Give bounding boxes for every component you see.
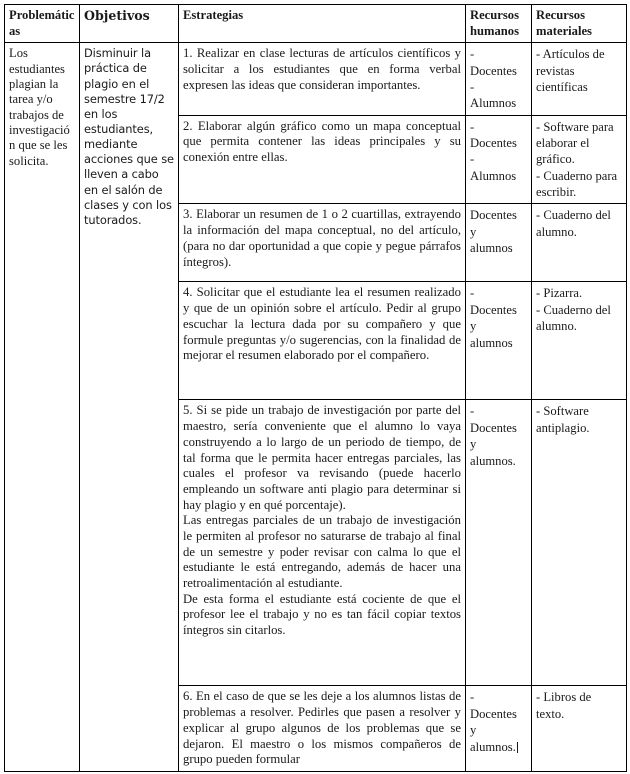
resource-line: - Cuaderno para escribir. — [536, 168, 618, 200]
table-body — [5, 43, 627, 772]
resource-line: y — [470, 319, 477, 334]
resource-line: alumnos. — [470, 453, 516, 468]
resource-line: - Cuaderno del alumno. — [536, 302, 611, 334]
resource-line: - Cuaderno del alumno. — [536, 208, 611, 239]
cell-estrategia-3 — [179, 204, 466, 282]
column-header-objetivos: Objetivos — [80, 5, 179, 43]
cell-recursos-humanos-6 — [466, 686, 532, 771]
estrategia-paragraph: 5. Si se pide un trabajo de investigación por parte del maestro, sería conveniente que el alumno lo vaya construyendo a lo largo de un periodo de tiempo, de tal forma que le permita hacer entregas parciales, las cuales el profesor va revisando (puede hacerlo empleando un software anti plagio para determinar si hay plagio y en qué porcentaje). — [183, 403, 461, 512]
table-header — [5, 5, 627, 43]
cell-recursos-materiales-4 — [532, 282, 627, 400]
resource-line: y — [470, 437, 477, 452]
cell-objetivo: Disminuir la práctica de plagio en el semestre 17/2 en los estudiantes, mediante acciones que se lleven a cabo en el salón de clases y con los tutorados. — [80, 43, 179, 772]
resource-line: Docentes — [470, 63, 517, 78]
resource-line-with-caret — [470, 739, 527, 755]
table-row — [5, 43, 627, 115]
estrategia-paragraph: 6. En el caso de que se les deje a los alumnos listas de problemas a resolver. Pedirles que pasen a resolver y explicar al grupo algunos de los problemas que se dejaron. El maestro o los mismos compañeros de grupo pueden formular — [183, 689, 461, 767]
table-header-row — [5, 5, 627, 43]
estrategia-paragraph: 2. Elaborar algún gráfico como un mapa conceptual que permita contener las ideas principales y su conexión entre ellas. — [183, 118, 461, 165]
resource-line: - — [470, 79, 475, 94]
resource-line: Docentes — [470, 706, 517, 721]
cell-estrategia-4 — [179, 282, 466, 400]
resource-line: - Libros de texto. — [536, 690, 592, 721]
estrategia-paragraph: 3. Elaborar un resumen de 1 o 2 cuartillas, extrayendo la información del mapa conceptual, no del artículo, (para no dar oportunidad a que copie y pegue párrafos íntegros). — [183, 207, 461, 269]
cell-estrategia-1 — [179, 43, 466, 115]
resource-line: - — [470, 47, 475, 62]
column-header-recursos-humanos: Recursos humanos — [466, 5, 532, 43]
resource-line: - — [470, 690, 475, 705]
cell-estrategia-5 — [179, 400, 466, 686]
resource-line: alumnos — [470, 335, 513, 350]
cell-problematica: Los estudiantes plagian la tarea y/o trabajos de investigación que se les solicita. — [5, 43, 80, 772]
resource-line: Docentes — [470, 420, 517, 435]
resource-line: - Pizarra. — [536, 286, 583, 301]
document-page — [0, 4, 630, 774]
text-cursor — [517, 742, 518, 753]
resource-line: Docentes — [470, 302, 517, 317]
resource-line: - — [470, 119, 475, 134]
cell-estrategia-6 — [179, 686, 466, 771]
resource-line: - Software antiplagio. — [536, 404, 590, 435]
cell-recursos-humanos-2 — [466, 115, 532, 204]
cell-recursos-humanos-5 — [466, 400, 532, 686]
resource-line: - — [470, 404, 475, 419]
cell-recursos-materiales-2 — [532, 115, 627, 204]
column-header-recursos-materiales: Recursos materiales — [532, 5, 627, 43]
estrategia-paragraph: 4. Solicitar que el estudiante lea el resumen realizado y que de un opinión sobre el artículo. Pedir al grupo escuchar la lectura dada por su compañero y que formule preguntas y/o sugerencias, con la finalidad de mejorar el resumen elaborado por el compañero. — [183, 285, 461, 363]
resource-line-text: alumnos. — [470, 739, 516, 754]
plan-de-accion-table — [4, 4, 627, 772]
resource-line: - Software para elaborar el gráfico. — [536, 119, 614, 167]
estrategia-paragraph: 1. Realizar en clase lecturas de artículos científicos y solicitar a los estudiantes que en forma verbal expresen las ideas que consideran importantes. — [183, 46, 461, 92]
resource-line: Docentes — [470, 136, 517, 151]
resource-line: Docentes — [470, 208, 517, 223]
cell-recursos-humanos-3 — [466, 204, 532, 282]
cell-recursos-materiales-6 — [532, 686, 627, 771]
cell-recursos-materiales-3 — [532, 204, 627, 282]
resource-line: - Artículos de revistas científicas — [536, 47, 605, 94]
resource-line: - — [470, 286, 475, 301]
cell-estrategia-2 — [179, 115, 466, 204]
resource-line: Alumnos — [470, 168, 517, 183]
cell-recursos-humanos-1 — [466, 43, 532, 115]
resource-line: - — [470, 152, 475, 167]
column-header-problematicas: Problemáticas — [5, 5, 80, 43]
cell-recursos-materiales-5 — [532, 400, 627, 686]
cell-recursos-humanos-4 — [466, 282, 532, 400]
resource-line: y — [470, 224, 477, 239]
cell-recursos-materiales-1 — [532, 43, 627, 115]
estrategia-paragraph: De esta forma el estudiante está cociente de que el profesor lee el trabajo y no es tan fácil copiar textos íntegros sin citarlos. — [183, 591, 461, 638]
resource-line: alumnos — [470, 241, 513, 256]
resource-line: Alumnos — [470, 96, 517, 111]
estrategia-paragraph: Las entregas parciales de un trabajo de investigación le permiten al profesor no saturarse de trabajo al final de un semestre y poder revisar con calma lo que el estudiante le está entregando, además de hacer una retroalimentación al estudiante. — [183, 513, 461, 591]
column-header-estrategias: Estrategias — [179, 5, 466, 43]
resource-line: y — [470, 723, 477, 738]
